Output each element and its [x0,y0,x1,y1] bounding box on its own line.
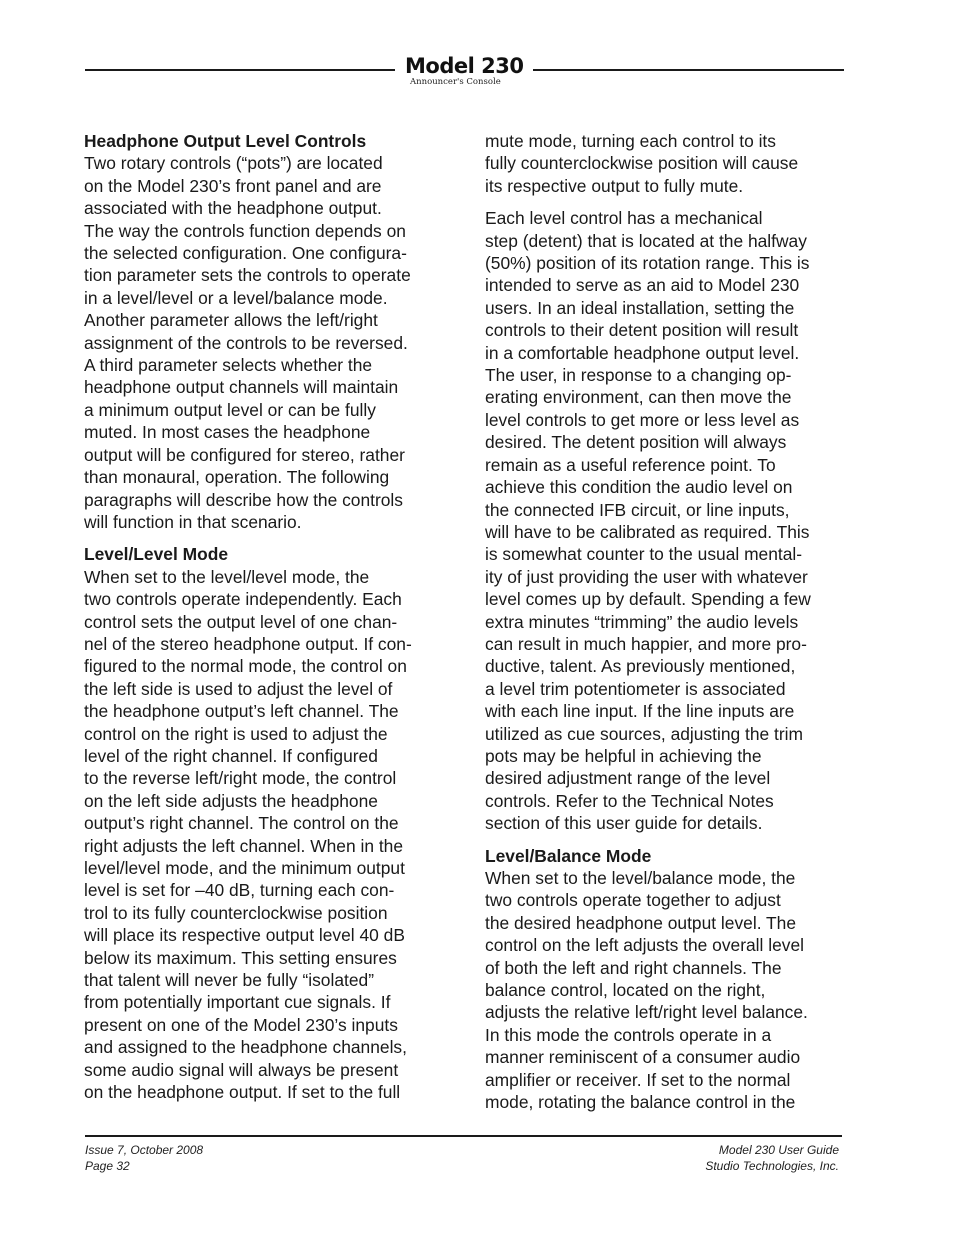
paragraph: mute mode, turning each control to its fully counterclockwise position will cause its respective output to fully mute. [485,131,799,196]
section-heading-headphone-output-level-controls: Headphone Output Level Controls [84,131,367,151]
header-rule-right [533,69,844,71]
footer-left [85,1143,203,1174]
paragraph: When set to the level/level mode, the two controls operate independently. Each control sets the output level of one chan- nel of the stereo headphone output. If con- figured to the normal mode, the control on the left side is used to adjust the level of the headphone output’s left channel. The control on the right is used to adjust the level of the right channel. If configured to the reverse left/right mode, the control on the left side adjusts the headphone output’s right channel. The control on the right adjusts the left channel. When in the level/level mode, and the minimum output level is set for –40 dB, turning each con- trol to its fully counterclockwise position will place its respective output level 40 dB below its maximum. This setting ensures that talent will never be fully “isolated” from potentially important cue signals. If present on one of the Model 230’s inputs and assigned to the headphone channels, some audio signal will always be present on the headphone output. If set to the full [84,566,412,1103]
footer-right [705,1143,839,1174]
footer-page-number: Page 32 [85,1158,130,1173]
product-logo [405,54,525,87]
footer-guide-title: Model 230 User Guide [718,1143,839,1157]
footer-issue: Issue 7, October 2008 [85,1143,204,1157]
section-heading-level-balance-mode: Level/Balance Mode [485,845,652,866]
footer-rule [85,1135,842,1137]
logo-title: Model 230 [405,54,524,78]
paragraph: When set to the level/balance mode, the two controls operate together to adjust the desired headphone output level. The control on the left adjusts the overall level of both the left and right channels. The balance control, located on the right, adjusts the relative left/right level balance. In this mode the controls operate in a manner reminiscent of a consumer audio amplifier or receiver. If set to the normal mode, rotating the balance control in the [485,868,808,1113]
header-rule-left [85,69,395,71]
footer-company: Studio Technologies, Inc. [705,1158,839,1173]
section-heading-level-level-mode: Level/Level Mode [84,544,229,565]
paragraph: Each level control has a mechanical step (detent) that is located at the halfway (50%) position of its rotation range. This is intended to serve as an aid to Model 230 users. In an ideal installation, setting the controls to their detent position will result in a comfortable headphone output level. The user, in response to a changing op- erating environment, can then move the level controls to get more or less level as desired. The detent position will always remain as a useful reference point. To achieve this condition the audio level on the connected IFB circuit, or line inputs, will have to be calibrated as required. This is somewhat counter to the usual mental- ity of just providing the user with whatever level comes up by default. Spending a few extra minutes “trimming” the audio levels can result in much happier, and more pro- ductive, talent. As previously mentioned, a level trim potentiometer is associated with each line input. If the line inputs are utilized as cue sources, adjusting the trim pots may be helpful in achieving the desired adjustment range of the level controls. Refer to the Technical Notes section of this user guide for details. [485,208,811,834]
right-column [485,130,845,1113]
logo-subtitle: Announcer's Console [410,77,501,87]
paragraph: Two rotary controls (“pots”) are located on the Model 230’s front panel and are associated with the headphone output. The way the controls function depends on the selected configuration. One configura- tion parameter sets the controls to operate in a level/level or a level/balance mode. Another parameter allows the left/right assignment of the controls to be reversed. A third parameter selects whether the headphone output channels will maintain a minimum output level or can be fully muted. In most cases the headphone output will be configured for stereo, rather than monaural, operation. The following paragraphs will describe how the controls will function in that scenario. [84,153,411,532]
left-column [84,130,444,1103]
